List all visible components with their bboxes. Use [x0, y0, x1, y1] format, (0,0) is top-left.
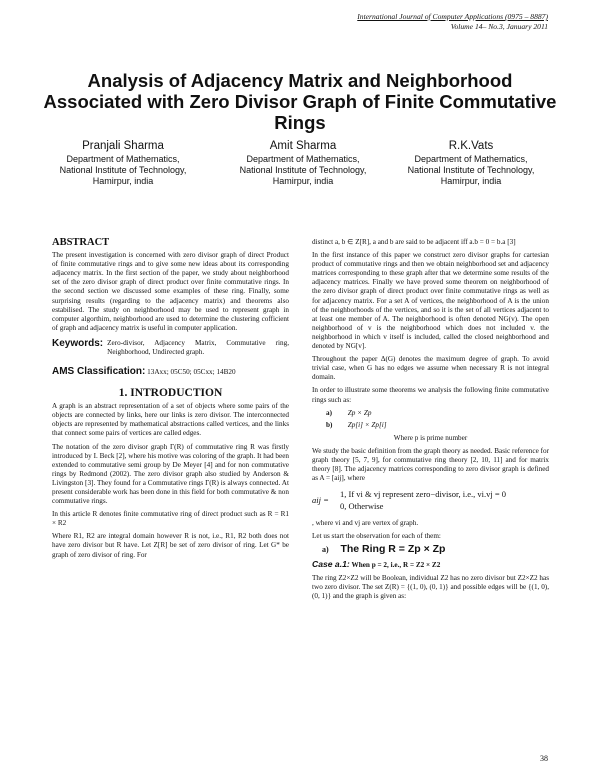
author-institute: National Institute of Technology, — [239, 165, 367, 175]
intro-paragraph: A graph is an abstract representation of a set of objects where some pairs of the objects are connected by links, here our links is zero divisor. The interconnected objects are represented by mathematical abstractions called vertices, and the links that connect some pairs of vertices are called edges. — [52, 402, 289, 438]
author-location: Hamirpur, india — [92, 176, 154, 186]
journal-name: International Journal of Computer Applications (0975 – 8887) — [357, 12, 548, 21]
keywords-label: Keywords: — [52, 337, 104, 349]
list-label: b) — [326, 420, 333, 429]
ams-text: 13Axx; 05C50; 05Cxx; 14B20 — [147, 367, 236, 376]
author-block-3 — [386, 140, 556, 187]
keywords-text: Zero-divisor, Adjacency Matrix, Commutative ring, Neighborhood, Undirected graph. — [107, 338, 289, 356]
author-institute: National Institute of Technology, — [59, 165, 187, 175]
ring-title: The Ring R = Zp × Zp — [340, 543, 446, 556]
journal-volume: Volume 14– No.3, January 2011 — [450, 22, 548, 31]
body-paragraph: distinct a, b ∈ Z[R], a and b are said to be adjacent iff a.b = 0 = b.a [3] — [312, 238, 516, 246]
body-paragraph: In order to illustrate some theorems we analysis the following finite commutative rings such as: — [312, 386, 549, 404]
formula-lhs: aij = — [312, 495, 329, 506]
keywords — [52, 339, 289, 357]
list-expr: Zp × Zp — [347, 408, 372, 417]
author-dept: Department of Mathematics, — [246, 154, 360, 164]
author-block-2 — [218, 140, 388, 187]
formula-case-2: 0, Otherwise — [340, 501, 384, 512]
ams-label: AMS Classification: — [52, 365, 146, 377]
author-location: Hamirpur, india — [272, 176, 334, 186]
journal-header — [357, 12, 548, 32]
intro-heading: 1. INTRODUCTION — [118, 387, 223, 400]
author-location: Hamirpur, india — [440, 176, 502, 186]
author-name: Amit Sharma — [269, 140, 337, 152]
ams-classification — [52, 367, 289, 377]
author-name: R.K.Vats — [448, 140, 494, 152]
author-name: Pranjali Sharma — [82, 140, 164, 152]
page-number: 38 — [540, 754, 548, 763]
case-text: When p = 2, i.e., R = Z2 × Z2 — [351, 560, 441, 569]
list-item — [326, 409, 549, 418]
author-dept: Department of Mathematics, — [414, 154, 528, 164]
intro-paragraph: Where R1, R2 are integral domain however R is not, i.e., R1, R2 both does not have zero divisor but R have. Let Z[R] be set of zero divisor of ring. Let G* be graph of zero divisor of ring. For — [52, 532, 289, 559]
prime-note: Where p is prime number — [393, 433, 468, 442]
paper-title: Analysis of Adjacency Matrix and Neighborhood Associated with Zero Divisor Graph of Finite Commutative Rings — [43, 70, 557, 133]
body-paragraph: Let us start the observation for each of them: — [312, 532, 441, 541]
author-dept: Department of Mathematics, — [66, 154, 180, 164]
abstract-heading: ABSTRACT — [52, 237, 110, 248]
body-paragraph: In the first instance of this paper we construct zero divisor graphs for cartesian product of commutative rings and then we obtain neighborhood set and adjacency matrices corresponding to these graph after that we determine some results of the adjacency matrices. Finally we have proved some theorem on neighborhood of the zero divisor graph of direct product over finite commutative rings as well as for adjacency matrix. For a set A of vertices, the neighborhood of A is the union of the neighborhoods of the vertices, and so it is the set of all vertices adjacent to at least one member of A. The neighborhood is often denoted NG(v). The open neighborhood of v is the neighborhood which does not included v. the neighborhood in which v itself is included, called the closed neighborhood and denoted by NG[v]. — [312, 251, 549, 351]
intro-paragraph: In this article R denotes finite commutative ring of direct product such as R = R1 × R2 — [52, 510, 289, 528]
left-column — [52, 238, 289, 564]
ring-label: a) — [322, 545, 329, 555]
list-item — [326, 421, 549, 430]
ring-list — [326, 409, 549, 430]
formula-case-1: 1, If vi & vj represent zero−divisor, i.e., vi.vj = 0 — [340, 489, 506, 500]
author-block-1 — [38, 140, 208, 187]
abstract-text: The present investigation is concerned with zero divisor graph of direct Product of finite commutative rings and to give some new ideas about its corresponding adjacency matrix. In the first section of the paper, we study about neighborhood set of the zero divisor graph of direct product over finite commutative rings. In the second section we discussed some examples of these ring. Finally, some surprising results (regarding to the adjacency matrix) and theorems also estabilised. The study on neighborhood may be used to represent graph in computer algorthim, neighborhood are used to determine the clustering cofficient of graph and adjacency matrix is useful in computer application. — [52, 251, 289, 332]
body-paragraph: We study the basic definition from the graph theory as needed. Basic reference for graph theory [5, 7, 9], for commutative ring theory [2, 10, 11] and for matrix theory [8]. The adjacency matrices corresponding to zero divisor graph is defined as A = [aij], where — [312, 446, 549, 483]
adjacency-formula — [312, 489, 549, 513]
body-paragraph: The ring Z2×Z2 will be Boolean, individual Z2 has no zero divisor but Z2×Z2 has two zero divisor. The set Z(R) = {(1, 0), (0, 1)} and possible edges will be {(1, 0),(0, 1)} and the graph is given as: — [312, 573, 549, 600]
case-heading — [312, 560, 549, 570]
ring-heading — [322, 545, 549, 555]
list-expr: Zp[i] × Zp[i] — [347, 420, 387, 429]
body-paragraph: Throughout the paper Δ(G) denotes the maximum degree of graph. To avoid trivial case, when G has no edges we assume when necessary R is not integral domain. — [312, 355, 549, 382]
list-label: a) — [326, 408, 332, 417]
author-institute: National Institute of Technology, — [407, 165, 535, 175]
right-column — [312, 238, 549, 605]
intro-paragraph: The notation of the zero divisor graph Γ(R) of commutative ring R was firstly introduced by I. Beck [2], where his motive was coloring of the graph. It had been extended to commutative semi group by De Meyer [4] and for non commutative rings by Redmond (2002). The zero divisor graph also studied by Anderson & Livingston [3]. They found for a Commutative rings Γ(R) is always connected. At present considerable work has been done in this field for both commutative & non commutative rings. — [52, 442, 289, 506]
body-paragraph: , where vi and vj are vertex of graph. — [312, 519, 419, 528]
case-title: Case a.1: — [312, 558, 350, 569]
